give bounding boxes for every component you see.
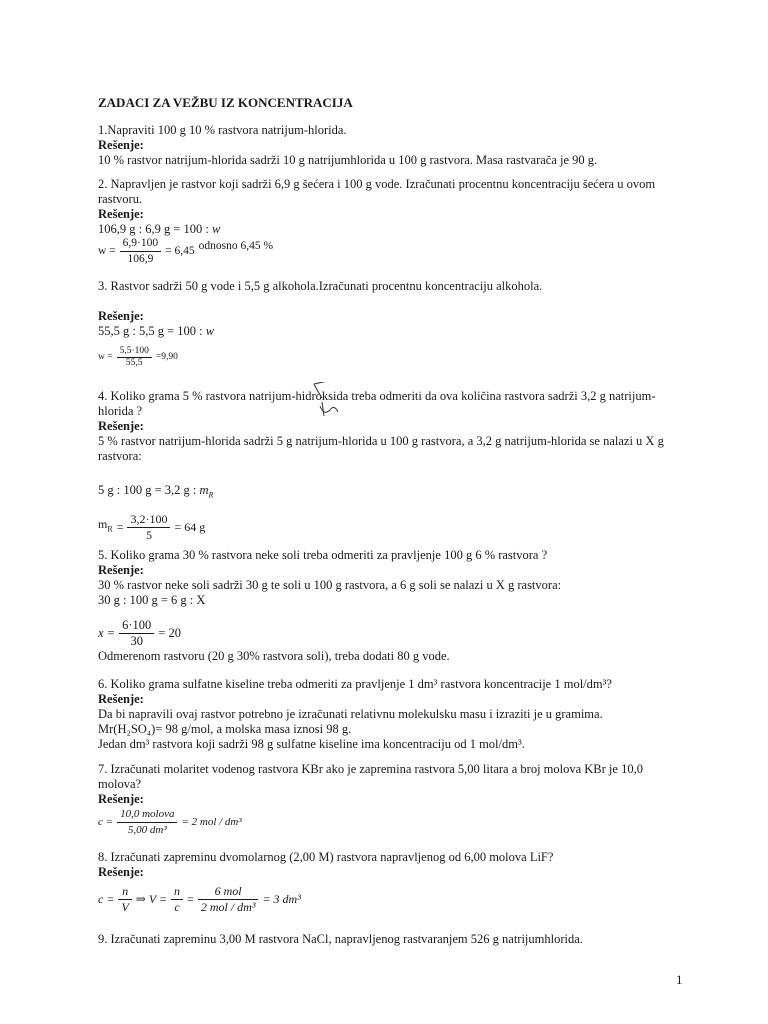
problem-3-equation: w = $\frac{5,5\cdot 100}{55,5}$ =9,90 [98, 346, 178, 368]
problem-2-equation: w = $\frac{6,9\cdot 100}{106,9}$ = 6,45 odnosno 6,45 % [98, 237, 274, 265]
problem-7-solution-label: Rešenje: [98, 792, 144, 806]
problem-7-question-line2: molova? [98, 777, 142, 791]
problem-1-question: 1.Napraviti 100 g 10 % rastvora natrijum-hlorida. [98, 123, 347, 137]
problem-1 [98, 123, 698, 168]
problem-2-question-line1: 2. Napravljen je rastvor koji sadrži 6,9 g šećera i 100 g vode. Izračunati procentnu koncentraciju šećera u ovom [98, 177, 656, 191]
problem-5-solution-label: Rešenje: [98, 563, 144, 577]
problem-4-equation: $m_R$ = $\frac{3,2\cdot 100}{5}$ = 64 g [98, 511, 206, 542]
problem-6-solution-label: Rešenje: [98, 692, 144, 706]
problem-4-answer-line1: 5 % rastvor natrijum-hlorida sadrži 5 g natrijum-hlorida u 100 g rastvora, a 3,2 g natrijum-hlorida se nalazi u X g [98, 434, 664, 448]
page-title: ZADACI ZA VEŽBU IZ KONCENTRACIJA [98, 95, 353, 110]
problem-2-proportion: 106,9 g : 6,9 g = 100 : w [98, 222, 221, 236]
problem-4 [98, 389, 698, 543]
problem-5-equation: x = $\frac{6\cdot 100}{30}$ = 20 [98, 618, 181, 648]
problem-5-answer-line3: Odmerenom rastvoru (20 g 30% rastvora soli), treba dodati 80 g vode. [98, 649, 450, 663]
problem-6 [98, 677, 698, 752]
problem-4-proportion: 5 g : 100 g = 3,2 g : $m_R$ [98, 483, 214, 500]
problem-5-answer-line1: 30 % rastvor neke soli sadrži 30 g te soli u 100 g rastvora, a 6 g soli se nalazi u X g rastvora: [98, 578, 562, 592]
problem-5 [98, 548, 698, 664]
problem-7 [98, 762, 698, 838]
problem-5-proportion: 30 g : 100 g = 6 g : X [98, 593, 206, 607]
problem-7-question-line1: 7. Izračunati molaritet vodenog rastvora KBr ako je zapremina rastvora 5,00 litara a broj molova KBr je 10,0 [98, 762, 643, 776]
problem-9 [98, 932, 698, 947]
problem-1-answer: 10 % rastvor natrijum-hlorida sadrži 10 g natrijumhlorida u 100 g rastvora. Masa rastvarača je 90 g. [98, 153, 598, 167]
document-page [98, 0, 698, 1024]
problem-4-question-line2: hlorida ? [98, 404, 143, 418]
problem-6-answer-line1: Da bi napravili ovaj rastvor potrebno je izračunati relativnu molekulsku masu i izraziti je u gramima. [98, 707, 603, 721]
problem-5-question: 5. Koliko grama 30 % rastvora neke soli treba odmeriti za pravljenje 100 g 6 % rastvora ? [98, 548, 548, 562]
problem-8-solution-label: Rešenje: [98, 865, 144, 879]
problem-8 [98, 850, 698, 915]
problem-9-question: 9. Izračunati zapreminu 3,00 M rastvora NaCl, napravljenog rastvaranjem 526 g natrijumhlorida. [98, 932, 583, 946]
problem-2-question-line2: rastvoru. [98, 192, 143, 206]
problem-8-question: 8. Izračunati zapreminu dvomolarnog (2,00 M) rastvora napravljenog od 6,00 molova LiF? [98, 850, 554, 864]
problem-6-answer-line3: Jedan dm³ rastvora koji sadrži 98 g sulfatne kiseline ima koncentraciju od 1 mol/dm³. [98, 737, 525, 751]
problem-3-question: 3. Rastvor sadrži 50 g vode i 5,5 g alkohola.Izračunati procentnu koncentraciju alkohola. [98, 279, 543, 293]
problem-4-answer-line2: rastvora: [98, 449, 142, 463]
problem-2 [98, 177, 698, 267]
handwritten-annotation [218, 382, 338, 422]
problem-3-proportion: 55,5 g : 5,5 g = 100 : w [98, 324, 215, 338]
problem-6-answer-line2: Mr(H₂SO₄)= 98 g/mol, a molska masa iznosi 98 g. [98, 722, 352, 736]
problem-8-equation: c = $\frac{n}{V}$ ⇒ V = $\frac{n}{c}$ = $\frac{\text{6 mol}}{\text{2 mol / dm³}}$ = 3 dm³ [98, 884, 301, 914]
problem-4-solution-label: Rešenje: [98, 419, 144, 433]
problem-1-solution-label: Rešenje: [98, 138, 144, 152]
problem-3 [98, 279, 698, 369]
problem-7-equation: c = $\frac{\text{10,0 molova}}{\text{5,00 dm³}}$ = 2 mol / dm³ [98, 808, 242, 836]
problem-4-question-line1: 4. Koliko grama 5 % rastvora natrijum-hidroksida treba odmeriti da ova količina rastvora sadrži 3,2 g natrijum- [98, 389, 656, 403]
problem-2-solution-label: Rešenje: [98, 207, 144, 221]
page-number: 1 [676, 972, 683, 987]
problem-3-solution-label: Rešenje: [98, 309, 144, 323]
problem-6-question: 6. Koliko grama sulfatne kiseline treba odmeriti za pravljenje 1 dm³ rastvora koncentracije 1 mol/dm³? [98, 677, 612, 691]
